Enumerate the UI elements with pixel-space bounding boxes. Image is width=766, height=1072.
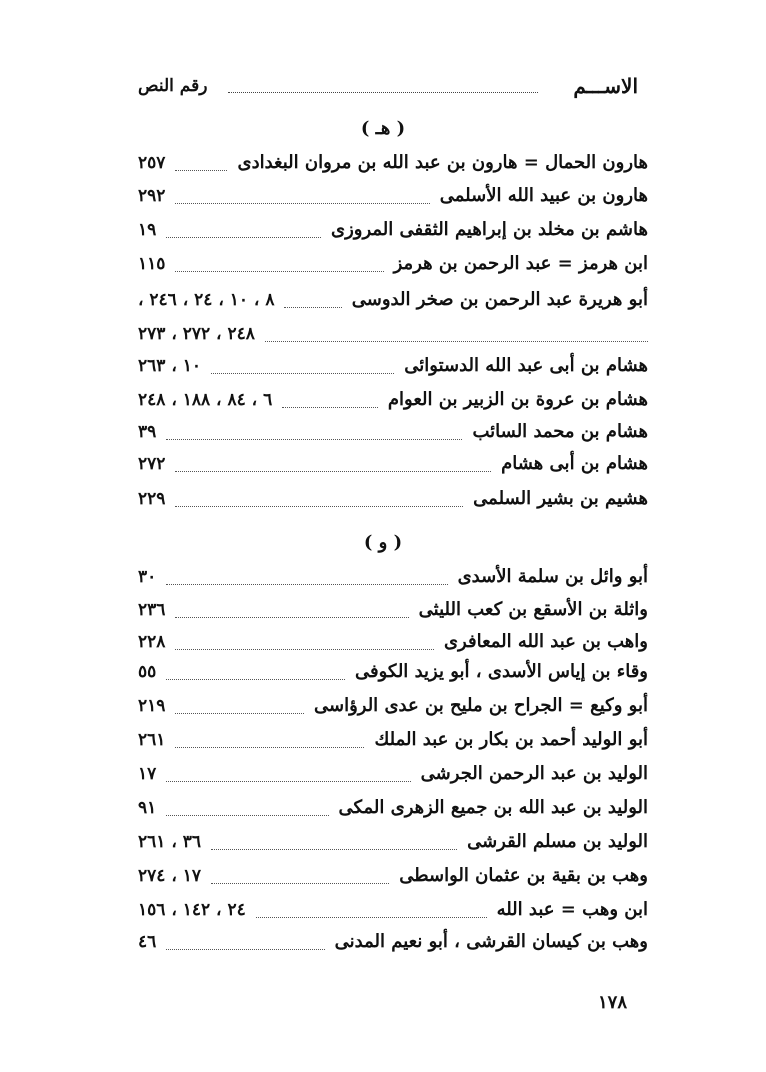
entry-name: ابن وهب = عبد الله — [496, 899, 648, 920]
index-entry — [138, 183, 648, 213]
entry-references: ٢٧٢ — [138, 454, 166, 474]
section-letter-heading: ( و ) — [363, 532, 403, 553]
page-number: ١٧٨ — [598, 992, 628, 1013]
entry-references: ٢٩٢ — [138, 186, 166, 206]
entry-name: وهب بن بقية بن عثمان الواسطى — [399, 865, 648, 886]
entry-name: الوليد بن مسلم القرشى — [467, 831, 648, 852]
number-column-label: رقم النص — [138, 76, 208, 96]
leader-dots — [166, 679, 345, 680]
index-entry — [138, 287, 648, 317]
entry-references: ٤٦ — [138, 932, 157, 952]
index-entry — [138, 451, 648, 481]
leader-dots — [175, 617, 409, 618]
entry-references: ١٧ ، ٢٧٤ — [138, 866, 201, 886]
index-entry — [138, 486, 648, 516]
index-entry — [138, 795, 648, 825]
index-entry — [138, 321, 648, 351]
entry-references: ١١٥ — [138, 254, 166, 274]
leader-dots — [175, 747, 364, 748]
entry-name: هارون بن عبيد الله الأسلمى — [439, 185, 648, 206]
leader-dots — [175, 506, 463, 507]
index-entry — [138, 693, 648, 723]
entry-name: هشام بن أبى هشام — [501, 453, 648, 474]
index-entry — [138, 659, 648, 689]
entry-references: ٣٦ ، ٢٦١ — [138, 832, 201, 852]
leader-dots — [211, 849, 457, 850]
index-entry — [138, 564, 648, 594]
entry-references: ٢٢٩ — [138, 489, 166, 509]
index-entry — [138, 829, 648, 859]
leader-dots — [166, 439, 462, 440]
index-entry — [138, 761, 648, 791]
index-entry — [138, 929, 648, 959]
header-leader-dots — [228, 92, 538, 93]
entry-references: ٨ ، ١٠ ، ٢٤ ، ٢٤٦ ، — [138, 290, 275, 310]
index-entry — [138, 150, 648, 180]
index-entry — [138, 597, 648, 627]
entry-references: ١٩ — [138, 220, 157, 240]
entry-references: ١٧ — [138, 764, 157, 784]
index-entry — [138, 217, 648, 247]
entry-name: وقاء بن إياس الأسدى ، أبو يزيد الكوفى — [354, 661, 648, 682]
entry-references: ٢٤ ، ١٤٢ ، ١٥٦ — [138, 900, 246, 920]
leader-dots — [282, 407, 378, 408]
index-entry — [138, 863, 648, 893]
leader-dots — [166, 949, 325, 950]
leader-dots — [265, 341, 648, 342]
entry-name: أبو وائل بن سلمة الأسدى — [457, 566, 648, 587]
entry-name: هشيم بن بشير السلمى — [473, 488, 648, 509]
index-entry — [138, 387, 648, 417]
entry-name: أبو هريرة عبد الرحمن بن صخر الدوسى — [351, 289, 648, 310]
entry-name: هاشم بن مخلد بن إبراهيم الثقفى المروزى — [330, 219, 648, 240]
entry-name: هشام بن محمد السائب — [472, 421, 648, 442]
entry-name: واثلة بن الأسقع بن كعب الليثى — [418, 599, 648, 620]
leader-dots — [166, 815, 329, 816]
entry-references: ٢٢٨ — [138, 632, 166, 652]
entry-references: ٦ ، ٨٤ ، ١٨٨ ، ٢٤٨ — [138, 390, 273, 410]
entry-references: ٩١ — [138, 798, 157, 818]
leader-dots — [175, 713, 304, 714]
leader-dots — [166, 781, 411, 782]
entry-references: ٣٠ — [138, 567, 157, 587]
entry-name: الوليد بن عبد الرحمن الجرشى — [420, 763, 648, 784]
index-entry — [138, 353, 648, 383]
entry-name: الوليد بن عبد الله بن جميع الزهرى المكى — [338, 797, 648, 818]
entry-references: ١٠ ، ٢٦٣ — [138, 356, 201, 376]
leader-dots — [175, 471, 491, 472]
entry-name: هشام بن أبى عبد الله الدستوائى — [404, 355, 648, 376]
entry-references: ٢٤٨ ، ٢٧٢ ، ٢٧٣ — [138, 324, 255, 344]
entry-references: ٥٥ — [138, 662, 157, 682]
leader-dots — [166, 237, 321, 238]
entry-name: وهب بن كيسان القرشى ، أبو نعيم المدنى — [334, 931, 648, 952]
index-entry — [138, 251, 648, 281]
leader-dots — [256, 917, 487, 918]
index-entry — [138, 727, 648, 757]
leader-dots — [211, 373, 394, 374]
index-entry — [138, 629, 648, 659]
leader-dots — [284, 307, 342, 308]
index-entry — [138, 897, 648, 927]
leader-dots — [211, 883, 389, 884]
entry-references: ٢١٩ — [138, 696, 166, 716]
entry-references: ٢٦١ — [138, 730, 166, 750]
index-entry — [138, 419, 648, 449]
column-header — [138, 74, 638, 102]
entry-name: هارون الحمال = هارون بن عبد الله بن مروان البغدادى — [237, 152, 648, 173]
entry-name: ابن هرمز = عبد الرحمن بن هرمز — [393, 253, 648, 274]
leader-dots — [166, 584, 448, 585]
entry-references: ٢٥٧ — [138, 153, 166, 173]
leader-dots — [175, 271, 384, 272]
entry-name: هشام بن عروة بن الزبير بن العوام — [387, 389, 648, 410]
leader-dots — [175, 170, 227, 171]
entry-name: أبو الوليد أحمد بن بكار بن عبد الملك — [374, 729, 648, 750]
entry-name: أبو وكيع = الجراح بن مليح بن عدى الرؤاسى — [313, 695, 648, 716]
entry-references: ٢٣٦ — [138, 600, 166, 620]
leader-dots — [175, 203, 430, 204]
name-column-label: الاســـم — [573, 74, 638, 98]
section-letter-heading: ( هـ ) — [360, 118, 406, 139]
leader-dots — [175, 649, 434, 650]
entry-references: ٣٩ — [138, 422, 157, 442]
entry-name: واهب بن عبد الله المعافرى — [443, 631, 648, 652]
